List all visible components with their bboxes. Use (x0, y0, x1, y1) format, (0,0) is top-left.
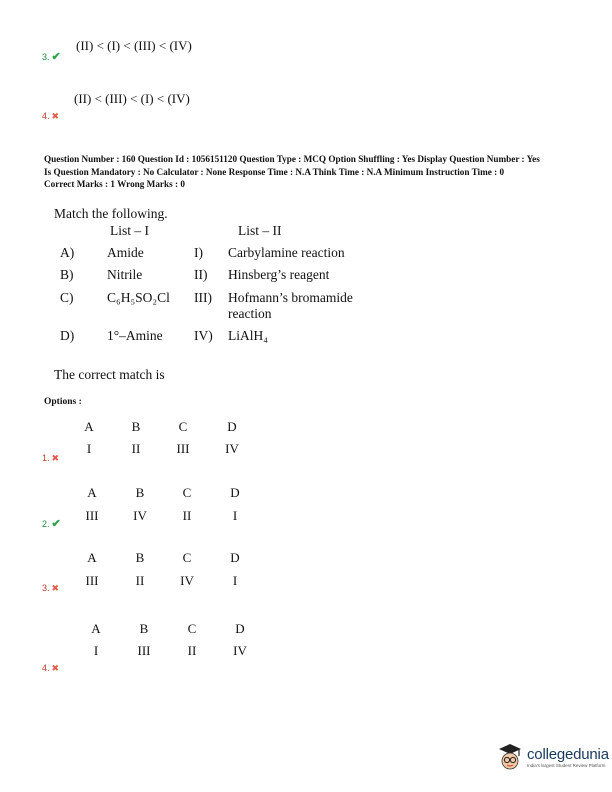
option-4-number (42, 663, 59, 674)
option-3-value-a: III (85, 573, 99, 588)
option-3-value-c: IV (180, 573, 194, 588)
wrong-cross-icon: ✖ (51, 111, 60, 121)
option-1-header-c: C (178, 419, 188, 434)
option-number: 3. (42, 52, 50, 62)
row-a-match: Carbylamine reaction (228, 245, 345, 260)
option-3-value-d: I (232, 573, 238, 588)
correct-check-icon: ✔ (51, 51, 61, 63)
meta-line-3: Correct Marks : 1 Wrong Marks : 0 (44, 179, 185, 189)
question-prompt: The correct match is (54, 367, 165, 382)
option-4-value-a: I (93, 643, 99, 658)
correct-check-icon: ✔ (51, 518, 61, 530)
question-metadata (44, 153, 604, 191)
option-number: 1. (42, 453, 50, 463)
prev-option-4-number (42, 111, 59, 122)
options-label: Options : (44, 397, 82, 407)
option-4-header-c: C (187, 621, 197, 636)
option-3-header-d: D (230, 550, 240, 565)
list1-header: List – I (110, 223, 149, 238)
row-d-key: D) (60, 328, 75, 343)
option-number: 4. (42, 663, 50, 673)
wrong-cross-icon: ✖ (51, 583, 60, 593)
row-c-match-cont: reaction (228, 306, 272, 321)
option-3-value-b: II (135, 573, 145, 588)
option-2-header-a: A (87, 485, 97, 500)
row-d-num: IV) (194, 328, 213, 343)
option-4-value-d: IV (233, 643, 247, 658)
row-b-num: II) (194, 267, 208, 282)
option-2-header-b: B (135, 485, 145, 500)
row-d-item: 1°–Amine (107, 328, 163, 343)
option-4-header-a: A (91, 621, 101, 636)
option-number: 3. (42, 583, 50, 593)
option-2-number (42, 517, 61, 530)
row-a-num: I) (194, 245, 203, 260)
row-c-key: C) (60, 290, 74, 305)
option-2-header-d: D (230, 485, 240, 500)
meta-line-2: Is Question Mandatory : No Calculator : None Response Time : N.A Think Time : N.A Minimum Instruction Time : 0 (44, 166, 505, 177)
option-4-header-d: D (235, 621, 245, 636)
option-4-value-c: II (187, 643, 197, 658)
row-c-item: C₆H₅SO₂Cl (107, 290, 170, 305)
option-number: 2. (42, 519, 50, 529)
option-1-value-a: I (86, 441, 92, 456)
graduate-mascot-icon (496, 742, 524, 772)
wrong-cross-icon: ✖ (51, 453, 60, 463)
option-3-header-a: A (87, 550, 97, 565)
row-c-match: Hofmann’s bromamide (228, 290, 353, 305)
option-4-header-b: B (139, 621, 149, 636)
row-a-item: Amide (107, 245, 144, 260)
row-d-match: LiAlH₄ (228, 328, 268, 343)
prev-option-4-text: (II) < (III) < (I) < (IV) (74, 91, 190, 106)
option-1-header-a: A (84, 419, 94, 434)
question-intro: Match the following. (54, 206, 168, 221)
option-3-header-b: B (135, 550, 145, 565)
logo-tagline: India's largest Student Review Platform (527, 763, 606, 768)
option-4-value-b: III (137, 643, 151, 658)
option-1-value-d: IV (225, 441, 239, 456)
prev-option-3-text: (II) < (I) < (III) < (IV) (76, 38, 192, 53)
option-1-header-b: B (131, 419, 141, 434)
collegedunia-logo (496, 742, 609, 772)
option-2-value-c: II (182, 508, 192, 523)
list2-header: List – II (238, 223, 282, 238)
row-b-key: B) (60, 267, 74, 282)
option-3-number (42, 583, 59, 594)
option-number: 4. (42, 111, 50, 121)
option-2-header-c: C (182, 485, 192, 500)
row-c-num: III) (194, 290, 212, 305)
option-2-value-d: I (232, 508, 238, 523)
option-1-value-b: II (131, 441, 141, 456)
row-a-key: A) (60, 245, 75, 260)
option-3-header-c: C (182, 550, 192, 565)
option-1-value-c: III (176, 441, 190, 456)
prev-option-3-number (42, 50, 61, 63)
option-2-value-b: IV (133, 508, 147, 523)
meta-line-1: Question Number : 160 Question Id : 1056151120 Question Type : MCQ Option Shuffling : Yes Display Question Number : Yes (44, 154, 540, 164)
row-b-match: Hinsberg’s reagent (228, 267, 330, 282)
option-1-header-d: D (227, 419, 237, 434)
logo-name: collegedunia (527, 746, 609, 763)
option-1-number (42, 453, 59, 464)
wrong-cross-icon: ✖ (51, 663, 60, 673)
row-b-item: Nitrile (107, 267, 143, 282)
option-2-value-a: III (85, 508, 99, 523)
